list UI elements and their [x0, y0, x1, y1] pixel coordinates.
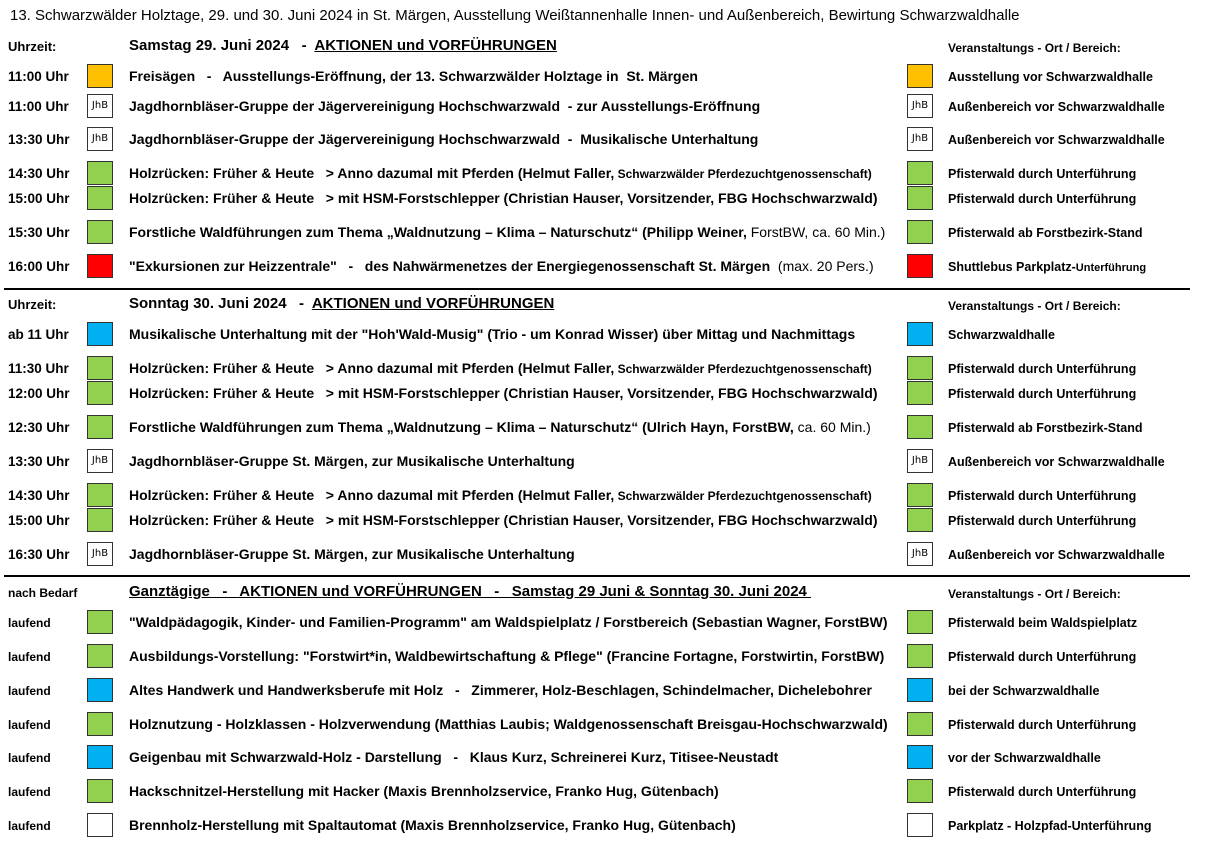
event-time: laufend	[8, 684, 51, 698]
category-marker: JhB	[907, 127, 933, 151]
category-marker	[907, 779, 933, 803]
category-marker	[907, 483, 933, 507]
event-description	[129, 716, 888, 732]
event-time: 16:30 Uhr	[8, 547, 70, 562]
schedule-row	[0, 508, 1206, 534]
event-description	[129, 258, 874, 274]
schedule-row	[0, 254, 1206, 280]
category-marker	[87, 322, 113, 346]
location-column-header: Veranstaltungs - Ort / Bereich:	[948, 299, 1121, 313]
event-location-main: Pfisterwald durch Unterführung	[948, 514, 1137, 528]
event-time: 15:30 Uhr	[8, 225, 70, 240]
event-description-main: Holzrücken: Früher & Heute > Anno dazumal mit Pferden (Helmut Faller,	[129, 165, 615, 181]
schedule-row	[0, 381, 1206, 407]
event-description	[129, 783, 719, 799]
event-location-main: Außenbereich vor Schwarzwaldhalle	[948, 455, 1165, 469]
time-column-header: nach Bedarf	[8, 586, 78, 600]
category-marker	[87, 644, 113, 668]
event-time: laufend	[8, 819, 51, 833]
schedule-row	[0, 813, 1206, 839]
section-divider	[4, 288, 1190, 290]
event-location-main: Pfisterwald durch Unterführung	[948, 650, 1137, 664]
event-location-main: Pfisterwald durch Unterführung	[948, 362, 1137, 376]
category-marker	[907, 381, 933, 405]
event-time: laufend	[8, 616, 51, 630]
section-divider	[4, 575, 1190, 577]
document-title: 13. Schwarzwälder Holztage, 29. und 30. Juni 2024 in St. Märgen, Ausstellung Weißtannenhalle Innen- und Außenbereich, Bewirtung Schwarzwaldhalle	[10, 7, 1020, 24]
event-description-main: Jagdhornbläser-Gruppe der Jägervereinigung Hochschwarzwald - zur Ausstellungs-Eröffnung	[129, 98, 761, 114]
event-location	[948, 328, 1055, 342]
event-location	[948, 718, 1136, 732]
category-marker	[907, 415, 933, 439]
event-location	[948, 362, 1136, 376]
section-title	[129, 295, 554, 312]
event-description-main: Geigenbau mit Schwarzwald-Holz - Darstellung - Klaus Kurz, Schreinerei Kurz, Titisee-Neustadt	[129, 749, 779, 765]
event-location-main: Pfisterwald beim Waldspielplatz	[948, 616, 1138, 630]
event-description	[129, 512, 878, 528]
event-location-main: Pfisterwald durch Unterführung	[948, 489, 1137, 503]
section-title	[129, 583, 811, 600]
category-marker	[907, 508, 933, 532]
event-description	[129, 648, 884, 664]
category-marker: JhB	[87, 127, 113, 151]
category-marker	[87, 254, 113, 278]
category-marker	[907, 356, 933, 380]
event-location	[948, 226, 1142, 240]
category-marker: JhB	[907, 449, 933, 473]
event-description-normal: (max. 20 Pers.)	[770, 258, 874, 274]
event-description	[129, 190, 878, 206]
schedule-row	[0, 678, 1206, 704]
event-description-main: Holzrücken: Früher & Heute > mit HSM-Forstschlepper (Christian Hauser, Vorsitzender, FBG Hochschwarzwald)	[129, 512, 878, 528]
event-description-normal: ForstBW, ca. 60 Min.)	[746, 224, 886, 240]
section-title-label: AKTIONEN und VORFÜHRUNGEN	[311, 295, 555, 312]
event-location-main: Pfisterwald durch Unterführung	[948, 192, 1137, 206]
event-description-main: Jagdhornbläser-Gruppe St. Märgen, zur Musikalische Unterhaltung	[129, 546, 575, 562]
section-title-label: Ganztägige - AKTIONEN und VORFÜHRUNGEN - Samstag 29 Juni & Sonntag 30. Juni 2024	[129, 583, 812, 600]
event-location-main: Parkplatz - Holzpfad-Unterführung	[948, 819, 1152, 833]
location-column-header: Veranstaltungs - Ort / Bereich:	[948, 41, 1121, 55]
event-time: laufend	[8, 751, 51, 765]
schedule-row	[0, 712, 1206, 738]
event-location-main: Außenbereich vor Schwarzwaldhalle	[948, 548, 1165, 562]
event-time: laufend	[8, 785, 51, 799]
schedule-row	[0, 322, 1206, 348]
event-description-small: Schwarzwälder Pferdezuchtgenossenschaft)	[614, 362, 872, 376]
schedule-row	[0, 644, 1206, 670]
schedule-row	[0, 186, 1206, 212]
schedule-row	[0, 449, 1206, 475]
event-location	[948, 514, 1136, 528]
event-description	[129, 98, 760, 114]
event-time: 13:30 Uhr	[8, 132, 70, 147]
event-time: 12:30 Uhr	[8, 420, 70, 435]
schedule-row	[0, 415, 1206, 441]
event-description	[129, 453, 575, 469]
event-location	[948, 548, 1165, 562]
event-description-main: Forstliche Waldführungen zum Thema „Waldnutzung – Klima – Naturschutz“ (Philipp Weiner,	[129, 224, 747, 240]
event-location	[948, 133, 1165, 147]
event-time: 11:00 Uhr	[8, 69, 69, 84]
event-location	[948, 785, 1136, 799]
category-marker	[87, 813, 113, 837]
category-marker	[907, 161, 933, 185]
schedule-row	[0, 483, 1206, 509]
event-time: 13:30 Uhr	[8, 454, 70, 469]
section-title	[129, 37, 557, 54]
event-location-main: Pfisterwald ab Forstbezirk-Stand	[948, 226, 1143, 240]
category-marker	[907, 813, 933, 837]
category-marker	[87, 64, 113, 88]
location-column-header: Veranstaltungs - Ort / Bereich:	[948, 587, 1121, 601]
schedule-row	[0, 542, 1206, 568]
event-description-main: Holzrücken: Früher & Heute > Anno dazumal mit Pferden (Helmut Faller,	[129, 487, 615, 503]
event-description	[129, 68, 698, 84]
event-description-main: Holzrücken: Früher & Heute > mit HSM-Forstschlepper (Christian Hauser, Vorsitzender, FBG Hochschwarzwald)	[129, 385, 878, 401]
event-description	[129, 385, 878, 401]
section-title-date: Samstag 29. Juni 2024 -	[129, 37, 315, 54]
event-description-normal: ca. 60 Min.)	[793, 419, 871, 435]
event-description	[129, 546, 575, 562]
event-description	[129, 682, 872, 698]
event-location	[948, 650, 1136, 664]
category-marker	[907, 745, 933, 769]
event-location-small: Unterführung	[1075, 262, 1147, 274]
event-time: 15:00 Uhr	[8, 191, 70, 206]
category-marker	[87, 712, 113, 736]
event-location	[948, 455, 1165, 469]
event-location	[948, 616, 1137, 630]
schedule-row	[0, 356, 1206, 382]
category-marker	[87, 779, 113, 803]
event-location-main: Shuttlebus Parkplatz-	[948, 260, 1076, 274]
category-marker	[907, 220, 933, 244]
event-location	[948, 260, 1146, 274]
event-location	[948, 192, 1136, 206]
event-location	[948, 421, 1142, 435]
event-description	[129, 487, 872, 503]
event-description	[129, 224, 885, 240]
event-time: laufend	[8, 718, 51, 732]
category-marker	[87, 186, 113, 210]
event-description	[129, 749, 778, 765]
event-description-main: Jagdhornbläser-Gruppe St. Märgen, zur Musikalische Unterhaltung	[129, 453, 575, 469]
schedule-row	[0, 94, 1206, 120]
schedule-row	[0, 779, 1206, 805]
event-location-main: Pfisterwald durch Unterführung	[948, 785, 1137, 799]
event-location-main: Pfisterwald durch Unterführung	[948, 167, 1137, 181]
category-marker	[87, 610, 113, 634]
event-location-main: Schwarzwaldhalle	[948, 328, 1055, 342]
event-time: 14:30 Uhr	[8, 166, 70, 181]
event-location-main: Pfisterwald ab Forstbezirk-Stand	[948, 421, 1143, 435]
category-marker	[907, 678, 933, 702]
event-description-main: Holzrücken: Früher & Heute > mit HSM-Forstschlepper (Christian Hauser, Vorsitzender, FBG Hochschwarzwald)	[129, 190, 878, 206]
time-column-header: Uhrzeit:	[8, 39, 57, 54]
schedule-row	[0, 127, 1206, 153]
event-location	[948, 70, 1153, 84]
category-marker	[907, 64, 933, 88]
category-marker	[907, 322, 933, 346]
event-description-main: Hackschnitzel-Herstellung mit Hacker (Maxis Brennholzservice, Franko Hug, Gütenbach)	[129, 783, 719, 799]
category-marker: JhB	[87, 449, 113, 473]
category-marker	[87, 678, 113, 702]
event-description	[129, 165, 872, 181]
event-location	[948, 684, 1099, 698]
event-location-main: Pfisterwald durch Unterführung	[948, 718, 1137, 732]
category-marker	[907, 644, 933, 668]
schedule-row	[0, 161, 1206, 187]
event-description-main: Brennholz-Herstellung mit Spaltautomat (Maxis Brennholzservice, Franko Hug, Gütenbach)	[129, 817, 736, 833]
event-location	[948, 751, 1101, 765]
event-location-main: Ausstellung vor Schwarzwaldhalle	[948, 70, 1153, 84]
event-location	[948, 387, 1136, 401]
event-time: laufend	[8, 650, 51, 664]
category-marker	[907, 610, 933, 634]
event-description-main: Holznutzung - Holzklassen - Holzverwendung (Matthias Laubis; Waldgenossenschaft Breisgau-Hochschwarzwald)	[129, 716, 888, 732]
event-description	[129, 131, 758, 147]
schedule-row	[0, 610, 1206, 636]
category-marker: JhB	[907, 542, 933, 566]
event-description-main: "Exkursionen zur Heizzentrale" - des Nahwärmenetzes der Energiegenossenschaft St. Märgen	[129, 258, 771, 274]
category-marker	[87, 356, 113, 380]
event-description-main: Ausbildungs-Vorstellung: "Forstwirt*in, Waldbewirtschaftung & Pflege" (Francine Fortagne, Forstwirtin, ForstBW)	[129, 648, 885, 664]
schedule-row	[0, 64, 1206, 90]
section-title-date: Sonntag 30. Juni 2024 -	[129, 295, 312, 312]
event-time: ab 11 Uhr	[8, 327, 69, 342]
event-location-main: Außenbereich vor Schwarzwaldhalle	[948, 133, 1165, 147]
category-marker	[87, 161, 113, 185]
event-time: 11:00 Uhr	[8, 99, 69, 114]
event-description-main: Freisägen - Ausstellungs-Eröffnung, der 13. Schwarzwälder Holztage in St. Märgen	[129, 68, 698, 84]
category-marker	[87, 508, 113, 532]
event-location	[948, 100, 1165, 114]
category-marker: JhB	[87, 94, 113, 118]
event-description-main: Musikalische Unterhaltung mit der "Hoh'Wald-Musig" (Trio - um Konrad Wisser) über Mittag und Nachmittags	[129, 326, 856, 342]
event-location-main: bei der Schwarzwaldhalle	[948, 684, 1100, 698]
category-marker	[87, 381, 113, 405]
schedule-row	[0, 220, 1206, 246]
category-marker	[87, 745, 113, 769]
event-time: 12:00 Uhr	[8, 386, 70, 401]
category-marker	[87, 483, 113, 507]
event-description	[129, 419, 871, 435]
event-location	[948, 489, 1136, 503]
event-time: 16:00 Uhr	[8, 259, 70, 274]
category-marker	[907, 712, 933, 736]
event-description-main: "Waldpädagogik, Kinder- und Familien-Programm" am Waldspielplatz / Forstbereich (Sebastian Wagner, ForstBW)	[129, 614, 888, 630]
time-column-header: Uhrzeit:	[8, 297, 57, 312]
event-location	[948, 167, 1136, 181]
category-marker	[907, 254, 933, 278]
schedule-row	[0, 745, 1206, 771]
event-time: 11:30 Uhr	[8, 361, 69, 376]
event-time: 14:30 Uhr	[8, 488, 70, 503]
event-location-main: Außenbereich vor Schwarzwaldhalle	[948, 100, 1165, 114]
event-location-main: vor der Schwarzwaldhalle	[948, 751, 1101, 765]
event-description-main: Altes Handwerk und Handwerksberufe mit Holz - Zimmerer, Holz-Beschlagen, Schindelmacher, Dichelebohrer	[129, 682, 872, 698]
event-description	[129, 614, 887, 630]
event-description-main: Holzrücken: Früher & Heute > Anno dazumal mit Pferden (Helmut Faller,	[129, 360, 615, 376]
event-description-small: Schwarzwälder Pferdezuchtgenossenschaft)	[614, 167, 872, 181]
category-marker	[87, 220, 113, 244]
event-description-main: Jagdhornbläser-Gruppe der Jägervereinigung Hochschwarzwald - Musikalische Unterhaltung	[129, 131, 759, 147]
event-description	[129, 326, 855, 342]
event-description-main: Forstliche Waldführungen zum Thema „Waldnutzung – Klima – Naturschutz“ (Ulrich Hayn, ForstBW,	[129, 419, 794, 435]
category-marker: JhB	[907, 94, 933, 118]
section-title-label: AKTIONEN und VORFÜHRUNGEN	[314, 37, 557, 54]
event-time: 15:00 Uhr	[8, 513, 70, 528]
category-marker	[87, 415, 113, 439]
event-location-main: Pfisterwald durch Unterführung	[948, 387, 1137, 401]
event-description	[129, 360, 872, 376]
event-description	[129, 817, 736, 833]
category-marker: JhB	[87, 542, 113, 566]
event-location	[948, 819, 1151, 833]
category-marker	[907, 186, 933, 210]
event-description-small: Schwarzwälder Pferdezuchtgenossenschaft)	[614, 489, 872, 503]
